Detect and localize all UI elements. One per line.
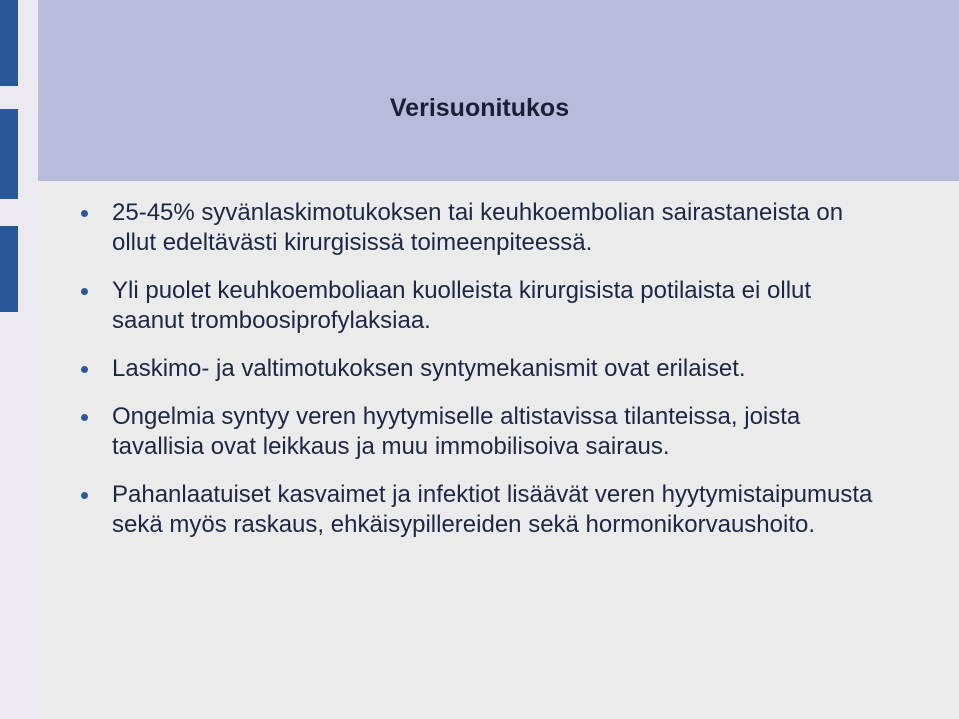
bullet-text: Pahanlaatuiset kasvaimet ja infektiot lisäävät veren hyytymistaipumusta sekä myös raskaus, ehkäisypillereiden sekä hormonikorvaushoito.: [112, 481, 873, 538]
bullet-text: Ongelmia syntyy veren hyytymiselle altistavissa tilanteissa, joista tavallisia ovat leikkaus ja muu immobilisoiva sairaus.: [112, 403, 801, 460]
accent-bar-bottom: [0, 226, 18, 312]
accent-bar-top: [0, 0, 18, 86]
bullet-item: [72, 480, 882, 540]
bullet-item: [72, 276, 882, 336]
bullet-list: [72, 198, 882, 558]
bullet-item: [72, 354, 882, 384]
bullet-text: 25-45% syvänlaskimotukoksen tai keuhkoembolian sairastaneista on ollut edeltävästi kirurgisissä toimeenpiteessä.: [112, 199, 844, 256]
bullet-item: [72, 402, 882, 462]
slide-title: Verisuonitukos: [389, 94, 570, 122]
bullet-text: Laskimo- ja valtimotukoksen syntymekanismit ovat erilaiset.: [112, 355, 746, 382]
bullet-dot-icon: [81, 366, 88, 373]
bullet-item: [72, 198, 882, 258]
bullet-dot-icon: [81, 210, 88, 217]
bullet-dot-icon: [81, 288, 88, 295]
bullet-dot-icon: [81, 414, 88, 421]
bullet-dot-icon: [81, 492, 88, 499]
bullet-text: Yli puolet keuhkoemboliaan kuolleista kirurgisista potilaista ei ollut saanut tromboosiprofylaksiaa.: [112, 277, 812, 334]
